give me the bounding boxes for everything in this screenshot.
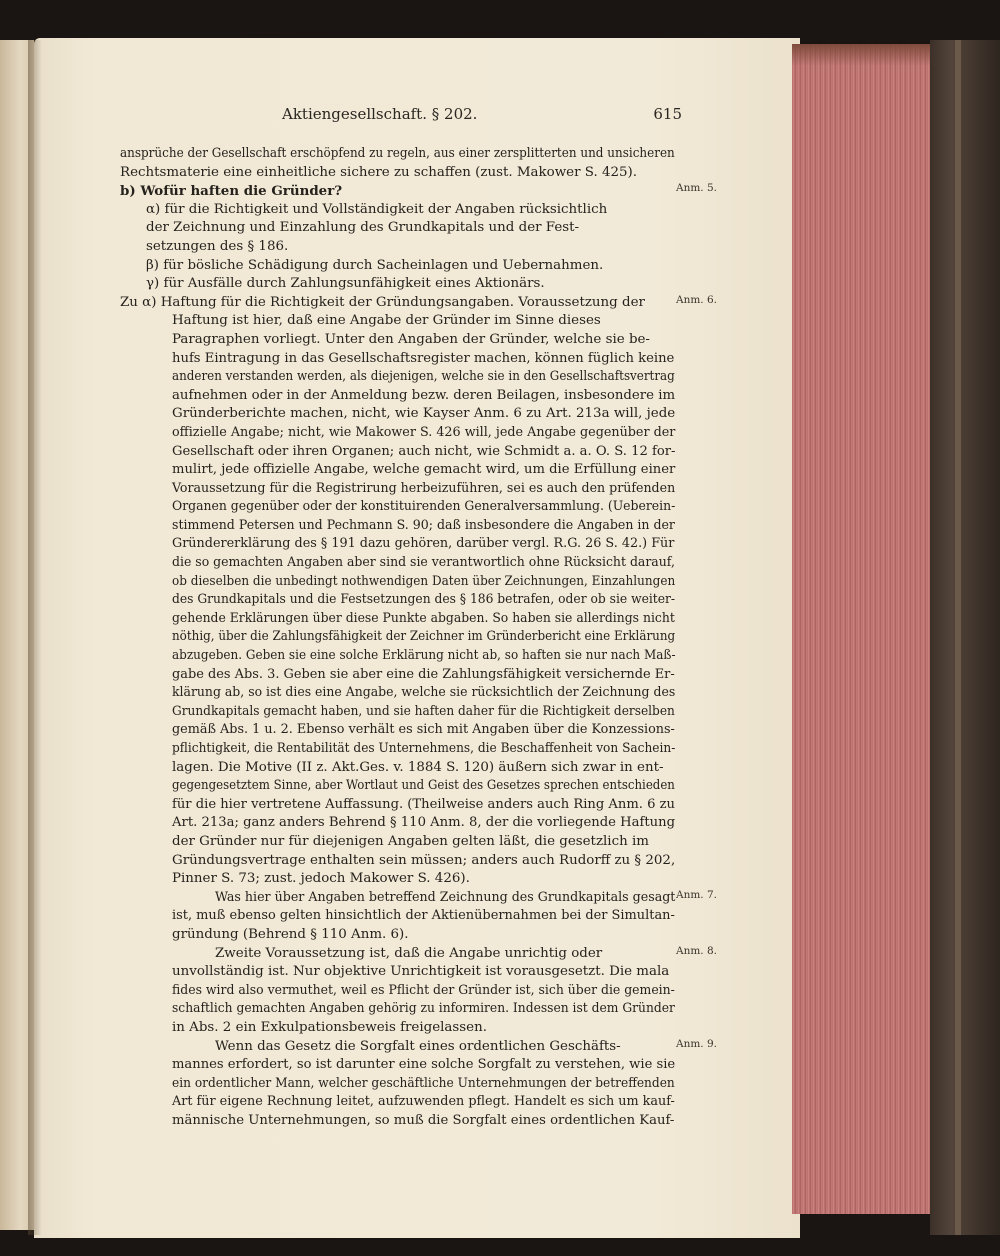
paragraph-start: Wenn das Gesetz die Sorgfalt eines ordentlichen Geschäfts- bbox=[215, 1038, 621, 1054]
text-line: männische Unternehmungen, so muß die Sorgfalt eines ordentlichen Kauf- bbox=[172, 1112, 675, 1128]
text-line: hufs Eintragung in das Gesellschaftsregister machen, können füglich keine bbox=[172, 350, 675, 366]
page-number: 615 bbox=[653, 105, 682, 123]
text-line: nöthig, über die Zahlungsfähigkeit der Zeichner im Gründerbericht eine Erklärung bbox=[172, 629, 676, 645]
margin-note: Anm. 7. bbox=[676, 889, 717, 901]
text-line: pflichtigkeit, die Rentabilität des Unternehmens, die Beschaffenheit von Sachein- bbox=[172, 741, 676, 756]
page-edges bbox=[792, 44, 932, 1214]
text-line: gehende Erklärungen über diese Punkte abgaben. So haben sie allerdings nicht bbox=[172, 610, 675, 626]
section-heading: b) Wofür haften die Gründer? bbox=[120, 183, 343, 200]
page-edges-shadow bbox=[792, 44, 932, 66]
text-line: anderen verstanden werden, als diejenigen, welche sie in den Gesellschaftsvertrag bbox=[172, 369, 675, 385]
text-line: mulirt, jede offizielle Angabe, welche gemacht wird, um die Erfüllung einer bbox=[172, 462, 676, 478]
text-line: gründung (Behrend § 110 Anm. 6). bbox=[172, 926, 409, 942]
text-line: unvollständig ist. Nur objektive Unrichtigkeit ist vorausgesetzt. Die mala bbox=[172, 964, 670, 980]
text-line: ist, muß ebenso gelten hinsichtlich der Aktienübernahmen bei der Simultan- bbox=[172, 908, 675, 924]
text-line: abzugeben. Geben sie eine solche Erklärung nicht ab, so haften sie nur nach Maß- bbox=[172, 648, 676, 664]
paragraph-start: Was hier über Angaben betreffend Zeichnung des Grundkapitals gesagt bbox=[215, 889, 676, 905]
text-line: offizielle Angabe; nicht, wie Makower S. 426 will, jede Angabe gegenüber der bbox=[172, 424, 676, 440]
margin-note: Anm. 6. bbox=[676, 294, 717, 306]
text-line: aufnehmen oder in der Anmeldung bezw. deren Beilagen, insbesondere im bbox=[172, 387, 676, 403]
text-line: Gründerberichte machen, nicht, wie Kayser Anm. 6 zu Art. 213a will, jede bbox=[172, 406, 676, 422]
body-text bbox=[120, 145, 675, 1130]
text-line: ein ordentlicher Mann, welcher geschäftliche Unternehmungen der betreffenden bbox=[172, 1075, 675, 1091]
text-line: mannes erfordert, so ist darunter eine solche Sorgfalt zu verstehen, wie sie bbox=[172, 1057, 676, 1073]
text-line: setzungen des § 186. bbox=[146, 238, 289, 254]
list-item: β) für bösliche Schädigung durch Sacheinlagen und Uebernahmen. bbox=[146, 257, 604, 273]
text-line: der Gründer nur für diejenigen Angaben gelten läßt, die gesetzlich im bbox=[172, 833, 649, 849]
list-item: α) für die Richtigkeit und Vollständigkeit der Angaben rücksichtlich bbox=[146, 201, 608, 217]
text-line: in Abs. 2 ein Exkulpationsbeweis freigelassen. bbox=[172, 1019, 487, 1035]
text-line: ansprüche der Gesellschaft erschöpfend zu regeln, aus einer zersplitterten und unsicheren bbox=[120, 146, 675, 161]
margin-note: Anm. 9. bbox=[676, 1038, 717, 1050]
text-line: Organen gegenüber oder der konstituirenden Generalversammlung. (Ueberein- bbox=[172, 499, 676, 515]
book-cover-edge bbox=[955, 40, 961, 1235]
text-line: Art für eigene Rechnung leitet, aufzuwenden pflegt. Handelt es sich um kauf- bbox=[172, 1094, 675, 1110]
text-line: für die hier vertretene Auffassung. (Theilweise anders auch Ring Anm. 6 zu bbox=[172, 796, 675, 812]
text-line: die so gemachten Angaben aber sind sie verantwortlich ohne Rücksicht darauf, bbox=[172, 555, 675, 571]
text-line: klärung ab, so ist dies eine Angabe, welche sie rücksichtlich der Zeichnung des bbox=[172, 685, 676, 701]
page-gutter-shadow bbox=[28, 40, 42, 1235]
text-line: Rechtsmaterie eine einheitliche sichere zu schaffen (zust. Makower S. 425). bbox=[120, 164, 638, 180]
text-line: der Zeichnung und Einzahlung des Grundkapitals und der Fest- bbox=[146, 220, 580, 236]
text-line: fides wird also vermuthet, weil es Pflicht der Gründer ist, sich über die gemein- bbox=[172, 982, 675, 998]
text-line: ob dieselben die unbedingt nothwendigen Daten über Zeichnungen, Einzahlungen bbox=[172, 573, 676, 589]
text-line: gabe des Abs. 3. Geben sie aber eine die Zahlungsfähigkeit versichernde Er- bbox=[172, 666, 675, 682]
text-line: schaftlich gemachten Angaben gehörig zu informiren. Indessen ist dem Gründer bbox=[172, 1001, 675, 1017]
text-line: lagen. Die Motive (II z. Akt.Ges. v. 1884 S. 120) äußern sich zwar in ent- bbox=[172, 759, 664, 775]
paragraph-start: Zweite Voraussetzung ist, daß die Angabe unrichtig oder bbox=[215, 945, 603, 961]
margin-note: Anm. 5. bbox=[676, 182, 717, 194]
text-line: Paragraphen vorliegt. Unter den Angaben der Gründer, welche sie be- bbox=[172, 331, 650, 347]
text-line: stimmend Petersen und Pechmann S. 90; daß insbesondere die Angaben in der bbox=[172, 517, 675, 533]
running-header bbox=[282, 105, 682, 129]
text-line: Haftung ist hier, daß eine Angabe der Gründer im Sinne dieses bbox=[172, 313, 601, 329]
text-line: Gesellschaft oder ihren Organen; auch nicht, wie Schmidt a. a. O. S. 12 for- bbox=[172, 443, 676, 459]
text-line: Pinner S. 73; zust. jedoch Makower S. 426). bbox=[172, 871, 470, 887]
text-line: Gründererklärung des § 191 dazu gehören, darüber vergl. R.G. 26 S. 42.) Für bbox=[172, 536, 675, 552]
running-title: Aktiengesellschaft. § 202. bbox=[282, 105, 478, 123]
text-line: Art. 213a; ganz anders Behrend § 110 Anm. 8, der die vorliegende Haftung bbox=[172, 815, 676, 831]
text-line: Grundkapitals gemacht haben, und sie haften daher für die Richtigkeit derselben bbox=[172, 703, 675, 719]
book-cover bbox=[930, 40, 1000, 1235]
text-line: Gründungsvertrage enthalten sein müssen; anders auch Rudorff zu § 202, bbox=[172, 852, 676, 868]
text-line: gegengesetztem Sinne, aber Wortlaut und Geist des Gesetzes sprechen entschieden bbox=[172, 778, 675, 794]
text-line: gemäß Abs. 1 u. 2. Ebenso verhält es sich mit Angaben über die Konzessions- bbox=[172, 722, 675, 738]
text-line: des Grundkapitals und die Festsetzungen des § 186 betrafen, oder ob sie weiter- bbox=[172, 592, 676, 608]
list-item: γ) für Ausfälle durch Zahlungsunfähigkeit eines Aktionärs. bbox=[146, 276, 545, 292]
text-line: Voraussetzung für die Registrirung herbeizuführen, sei es auch den prüfenden bbox=[172, 480, 676, 496]
margin-note: Anm. 8. bbox=[676, 945, 717, 957]
subsection-heading: Zu α) Haftung für die Richtigkeit der Gründungsangaben. Voraussetzung der bbox=[120, 294, 645, 310]
